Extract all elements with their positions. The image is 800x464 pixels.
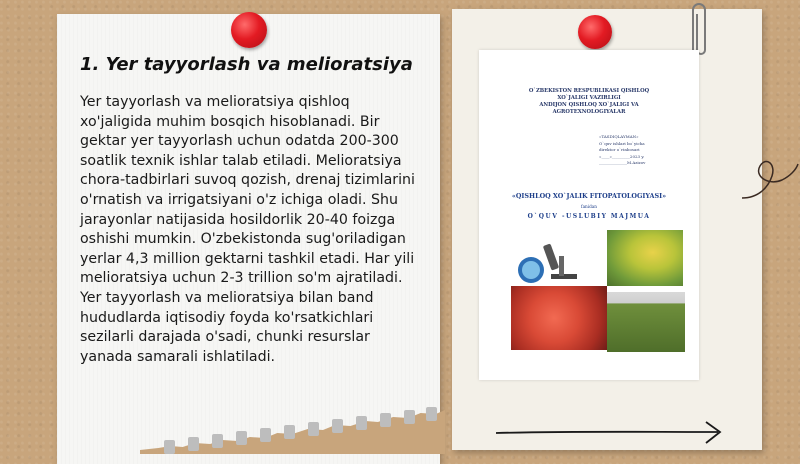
approval-line: «____»_________2023 y. [599, 153, 645, 159]
header-line: O`ZBEKISTON RESPUBLIKASI QISHLOQ [528, 88, 650, 94]
header-line: XO`JALIGI VAZIRLIGI [557, 95, 621, 101]
document-subtitle: O`QUV -USLUBIY MAJMUA [527, 213, 651, 220]
leaf-sample-image [607, 230, 683, 286]
approval-block [599, 134, 689, 167]
approval-line: «TASDIQLAYMAN» [599, 134, 639, 139]
document-header [479, 88, 699, 116]
push-pin-icon [231, 12, 267, 48]
arrow-right-icon [494, 420, 726, 446]
section-title: 1. Yer tayyorlash va melioratsiya [80, 54, 413, 75]
section-body: Yer tayyorlash va melioratsiya qishloq xo'jaligida muhim bosqich hisoblanadi. Bir gektar yer tayyorlash uchun odatda 200-300 soatlik texnik ishlar talab etiladi. Melioratsiya chora-tadbirlari suvoq qozish, drenaj tizimlarini o'rnatish va irrigatsiyani o'z ichiga oladi. Shu jarayonlar natijasida hosildorlik 20-40 foizga oshishi mumkin. O'zbekistonda sug'oriladigan yerlar 4,3 million gektarni tashkil etadi. Har yili melioratsiya uchun 2-3 trillion so'm ajratiladi. Yer tayyorlash va melioratsiya bilan band hududlarda iqtisodiy foyda ko'rsatkichlari sezilarli darajada o'sadi, chunki resurslar yanada samarali ishlatiladi. [80, 94, 415, 365]
header-line: AGROTEXNOLOGIYALAR [552, 109, 626, 115]
document-subtitle-small: fanidan [581, 204, 597, 209]
header-line: ANDIJON QISHLOQ XO`JALIGI VA [539, 102, 639, 108]
torn-edge-marks [160, 402, 440, 450]
approval-line: O`quv ishlari bo`yicha [599, 140, 645, 146]
push-pin-icon [578, 15, 612, 49]
approval-line: ______________M.Azizov [599, 160, 646, 165]
document-cover [479, 50, 699, 380]
field-image [607, 292, 685, 352]
microscope-image [513, 234, 583, 289]
curl-doodle-icon [738, 140, 800, 210]
approval-line: direktor o`rinbosari [599, 147, 640, 152]
fruit-image [511, 286, 607, 350]
document-title: «QISHLOQ XO`JALIK FITOPATOLOGIYASI» [511, 192, 667, 200]
